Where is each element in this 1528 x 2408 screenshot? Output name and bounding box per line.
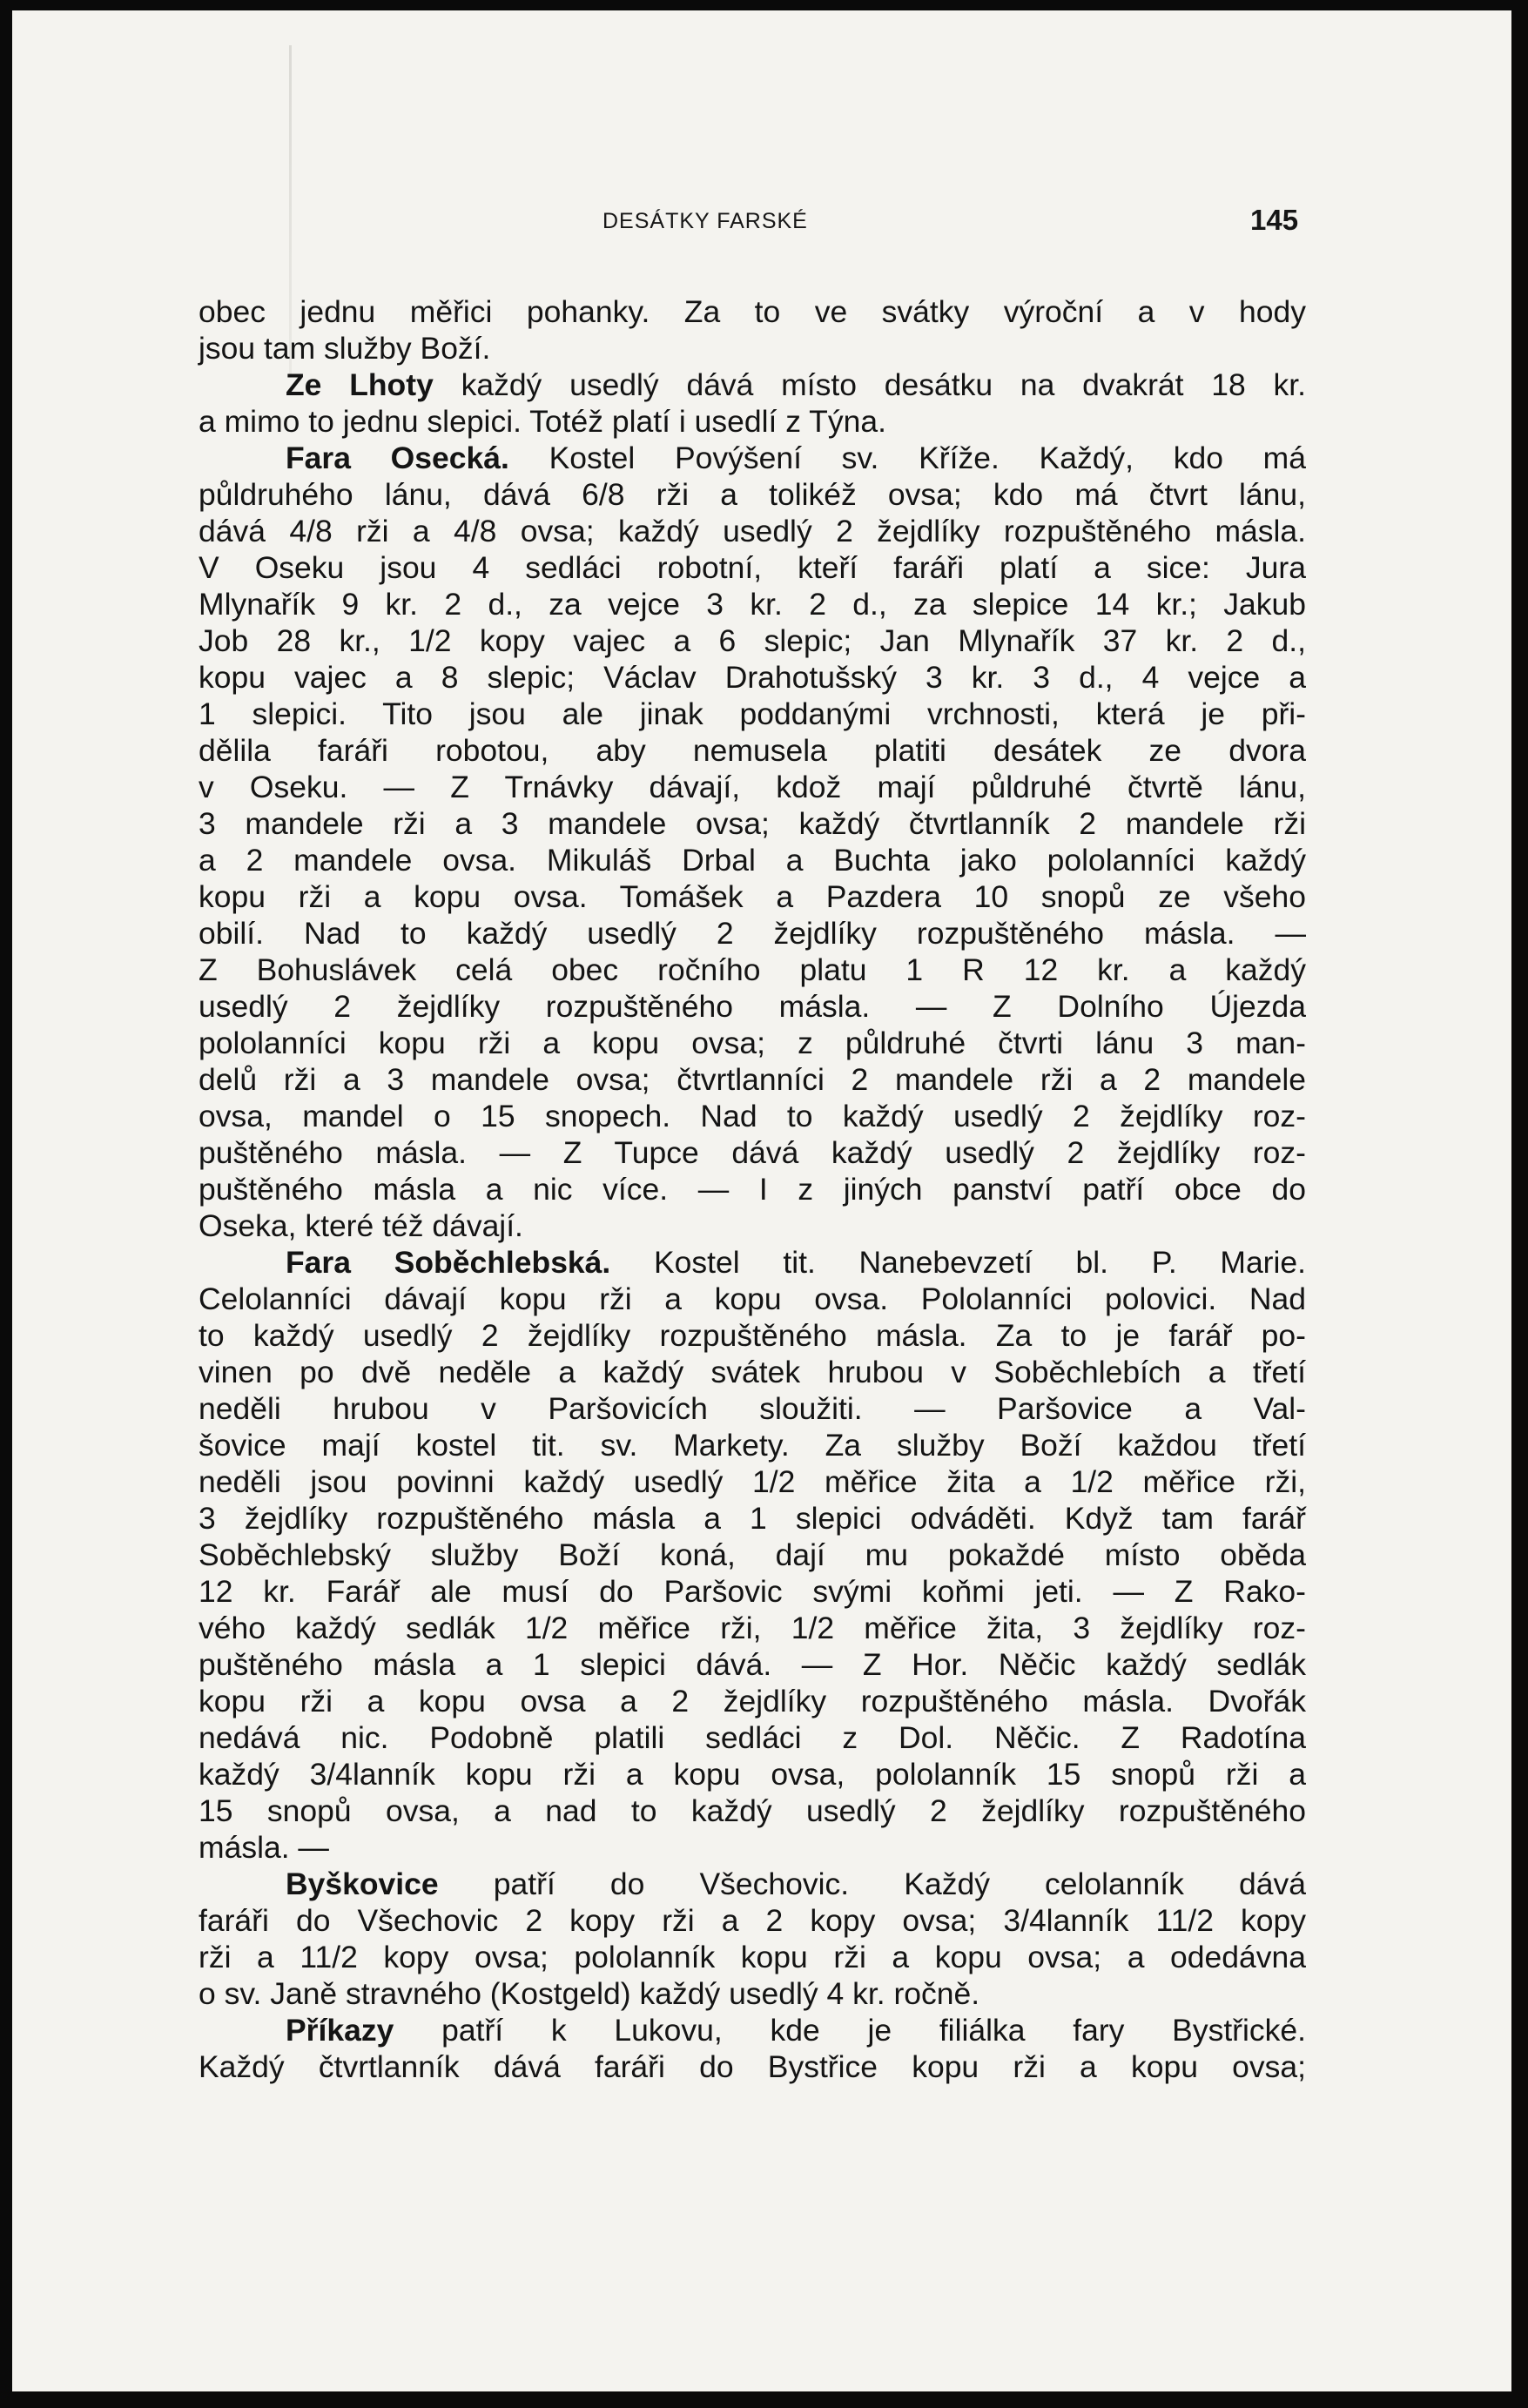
text-line: Oseka, které též dávají. bbox=[199, 1208, 523, 1243]
text-line: šovice mají kostel tit. sv. Markety. Za služby Boží každou třetí bbox=[199, 1428, 1306, 1463]
text-line: Příkazy patří k Lukovu, kde je filiálka fary Bystřické. bbox=[286, 2013, 1306, 2048]
text-line: 12 kr. Farář ale musí do Paršovic svými koňmi jeti. — Z Rako- bbox=[199, 1574, 1306, 1609]
book-page bbox=[12, 10, 1511, 2391]
text-line: v Oseku. — Z Trnávky dávají, kdož mají půldruhé čtvrtě lánu, bbox=[199, 770, 1306, 804]
text-line: 1 slepici. Tito jsou ale jinak poddanými vrchnosti, která je při- bbox=[199, 696, 1306, 731]
text-line: jsou tam služby Boží. bbox=[199, 331, 491, 366]
text-line: rži a 11/2 kopy ovsa; pololanník kopu rži a kopu ovsa; a odedávna bbox=[199, 1940, 1306, 1974]
text-line: Každý čtvrtlanník dává faráři do Bystřice kopu rži a kopu ovsa; bbox=[199, 2049, 1306, 2084]
text-line: nedává nic. Podobně platili sedláci z Dol. Něčic. Z Radotína bbox=[199, 1720, 1306, 1755]
text-line: Ze Lhoty každý usedlý dává místo desátku na dvakrát 18 kr. bbox=[286, 367, 1306, 402]
text-line: usedlý 2 žejdlíky rozpuštěného másla. — Z Dolního Újezda bbox=[199, 989, 1306, 1024]
text-line: 3 mandele rži a 3 mandele ovsa; každý čtvrtlanník 2 mandele rži bbox=[199, 806, 1306, 841]
text-line: puštěného másla a 1 slepici dává. — Z Hor. Něčic každý sedlák bbox=[199, 1647, 1306, 1682]
text-line: Soběchlebský služby Boží koná, dají mu pokaždé místo oběda bbox=[199, 1537, 1306, 1572]
text-line: V Oseku jsou 4 sedláci robotní, kteří faráři platí a sice: Jura bbox=[199, 550, 1306, 585]
text-line: dává 4/8 rži a 4/8 ovsa; každý usedlý 2 žejdlíky rozpuštěného másla. bbox=[199, 514, 1306, 548]
text-line: dělila faráři robotou, aby nemusela platiti desátek ze dvora bbox=[199, 733, 1306, 768]
text-line: obilí. Nad to každý usedlý 2 žejdlíky rozpuštěného másla. — bbox=[199, 916, 1306, 951]
section-lead: Byškovice bbox=[286, 1867, 439, 1901]
text-line: neděli jsou povinni každý usedlý 1/2 měřice žita a 1/2 měřice rži, bbox=[199, 1464, 1306, 1499]
section-lead: Fara Soběchlebská. bbox=[286, 1245, 611, 1280]
text-line: delů rži a 3 mandele ovsa; čtvrtlanníci 2 mandele rži a 2 mandele bbox=[199, 1062, 1306, 1097]
text-line: to každý usedlý 2 žejdlíky rozpuštěného másla. Za to je farář po- bbox=[199, 1318, 1306, 1353]
text-line: a 2 mandele ovsa. Mikuláš Drbal a Buchta jako pololanníci každý bbox=[199, 843, 1306, 878]
text-line: Fara Soběchlebská. Kostel tit. Nanebevzetí bl. P. Marie. bbox=[286, 1245, 1306, 1280]
text-line: Mlynařík 9 kr. 2 d., za vejce 3 kr. 2 d., za slepice 14 kr.; Jakub bbox=[199, 587, 1306, 622]
text-line: a mimo to jednu slepici. Totéž platí i usedlí z Týna. bbox=[199, 404, 886, 439]
text-line: o sv. Janě stravného (Kostgeld) každý usedlý 4 kr. ročně. bbox=[199, 1976, 980, 2011]
section-lead: Příkazy bbox=[286, 2013, 394, 2048]
body-text bbox=[199, 293, 1306, 2085]
page-number: 145 bbox=[1250, 204, 1299, 236]
text-line: ovsa, mandel o 15 snopech. Nad to každý usedlý 2 žejdlíky roz- bbox=[199, 1099, 1306, 1133]
text-line: Fara Osecká. Kostel Povýšení sv. Kříže. Každý, kdo má bbox=[286, 441, 1306, 475]
text-line: Z Bohuslávek celá obec ročního platu 1 R 12 kr. a každý bbox=[199, 952, 1306, 987]
text-line: Celolanníci dávají kopu rži a kopu ovsa. Pololanníci polovici. Nad bbox=[199, 1281, 1306, 1316]
text-line: kopu rži a kopu ovsa a 2 žejdlíky rozpuštěného másla. Dvořák bbox=[199, 1684, 1306, 1719]
running-header bbox=[12, 204, 1511, 244]
text-line: kopu vajec a 8 slepic; Václav Drahotušský 3 kr. 3 d., 4 vejce a bbox=[199, 660, 1306, 695]
text-line: puštěného másla a nic více. — I z jiných panství patří obce do bbox=[199, 1172, 1306, 1207]
text-line: obec jednu měřici pohanky. Za to ve svátky výroční a v hody bbox=[199, 294, 1306, 329]
text-line: másla. — bbox=[199, 1830, 329, 1865]
text-line: Job 28 kr., 1/2 kopy vajec a 6 slepic; Jan Mlynařík 37 kr. 2 d., bbox=[199, 623, 1306, 658]
header-title: DESÁTKY FARSKÉ bbox=[602, 209, 808, 233]
text-line: půldruhého lánu, dává 6/8 rži a tolikéž ovsa; kdo má čtvrt lánu, bbox=[199, 477, 1306, 512]
text-line: neděli hrubou v Paršovicích sloužiti. — Paršovice a Val- bbox=[199, 1391, 1306, 1426]
section-lead: Ze Lhoty bbox=[286, 367, 434, 402]
text-line: každý 3/4lanník kopu rži a kopu ovsa, pololanník 15 snopů rži a bbox=[199, 1757, 1306, 1792]
text-line: faráři do Všechovic 2 kopy rži a 2 kopy ovsa; 3/4lanník 11/2 kopy bbox=[199, 1903, 1306, 1938]
text-line: vinen po dvě neděle a každý svátek hrubou v Soběchlebích a třetí bbox=[199, 1355, 1306, 1389]
text-line: pololanníci kopu rži a kopu ovsa; z půldruhé čtvrti lánu 3 man- bbox=[199, 1026, 1306, 1060]
section-lead: Fara Osecká. bbox=[286, 441, 509, 475]
text-line: 15 snopů ovsa, a nad to každý usedlý 2 žejdlíky rozpuštěného bbox=[199, 1793, 1306, 1828]
text-line: 3 žejdlíky rozpuštěného másla a 1 slepici odváděti. Když tam farář bbox=[199, 1501, 1306, 1536]
text-line: puštěného másla. — Z Tupce dává každý usedlý 2 žejdlíky roz- bbox=[199, 1135, 1306, 1170]
text-line: kopu rži a kopu ovsa. Tomášek a Pazdera 10 snopů ze všeho bbox=[199, 879, 1306, 914]
text-line: Byškovice patří do Všechovic. Každý celolanník dává bbox=[286, 1867, 1306, 1901]
text-line: vého každý sedlák 1/2 měřice rži, 1/2 měřice žita, 3 žejdlíky roz- bbox=[199, 1611, 1306, 1645]
